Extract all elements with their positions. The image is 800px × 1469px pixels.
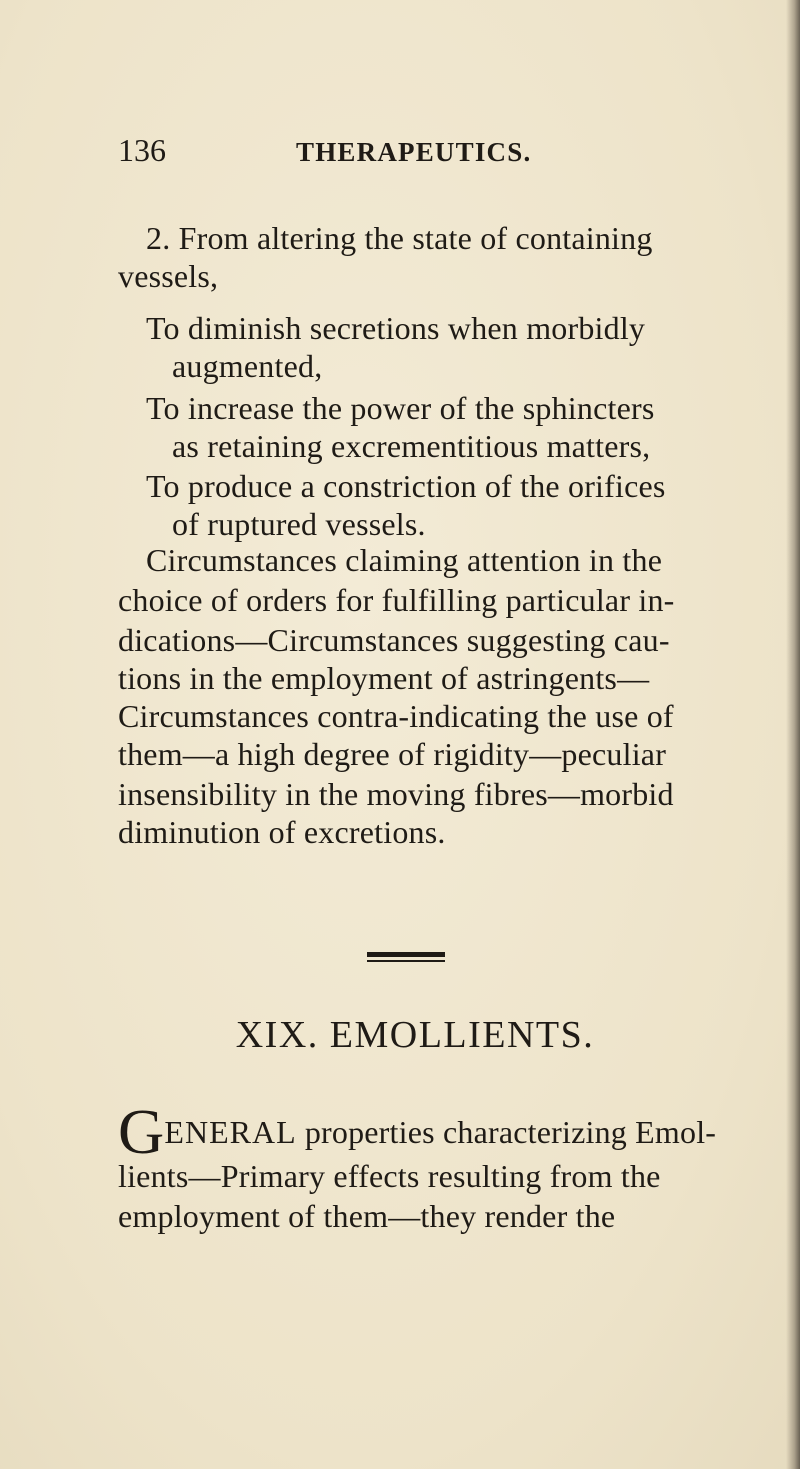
body-line: Circumstances contra-indicating the use of [118, 698, 674, 734]
page-number: 136 [118, 132, 166, 168]
body-line: augmented, [172, 348, 323, 384]
body-line: To increase the power of the sphincters [146, 390, 655, 426]
body-line: diminution of excretions. [118, 814, 446, 850]
page-edge-shadow [786, 0, 800, 1469]
running-title: THERAPEUTICS. [296, 137, 532, 167]
body-line: of ruptured vessels. [172, 506, 426, 542]
body-line: 2. From altering the state of containing [146, 220, 653, 256]
section-line: employment of them—they render the [118, 1198, 616, 1234]
drop-cap: G [118, 1096, 165, 1167]
body-line: Circumstances claiming attention in the [146, 542, 663, 578]
body-line: To diminish secretions when morbidly [146, 310, 646, 346]
body-line: them—a high degree of rigidity—peculiar [118, 736, 667, 772]
body-line: tions in the employment of astringents— [118, 660, 650, 696]
body-line: as retaining excrementitious matters, [172, 428, 651, 464]
body-line: choice of orders for fulfilling particular in- [118, 582, 675, 618]
divider-thick-bar [367, 952, 445, 957]
body-line: vessels, [118, 258, 219, 294]
first-word-smallcaps: ENERAL [164, 1114, 297, 1150]
body-line: To produce a constriction of the orifices [146, 468, 666, 504]
section-divider [367, 952, 445, 966]
body-line: insensibility in the moving fibres—morbid [118, 776, 674, 812]
section-first-line [118, 1096, 717, 1167]
first-line-rest: properties characterizing Emol- [296, 1114, 717, 1150]
section-line: lients—Primary effects resulting from the [118, 1158, 661, 1194]
section-heading: XIX. EMOLLIENTS. [235, 1014, 595, 1056]
body-line: dications—Circumstances suggesting cau- [118, 622, 670, 658]
divider-thin-bar [367, 960, 445, 962]
